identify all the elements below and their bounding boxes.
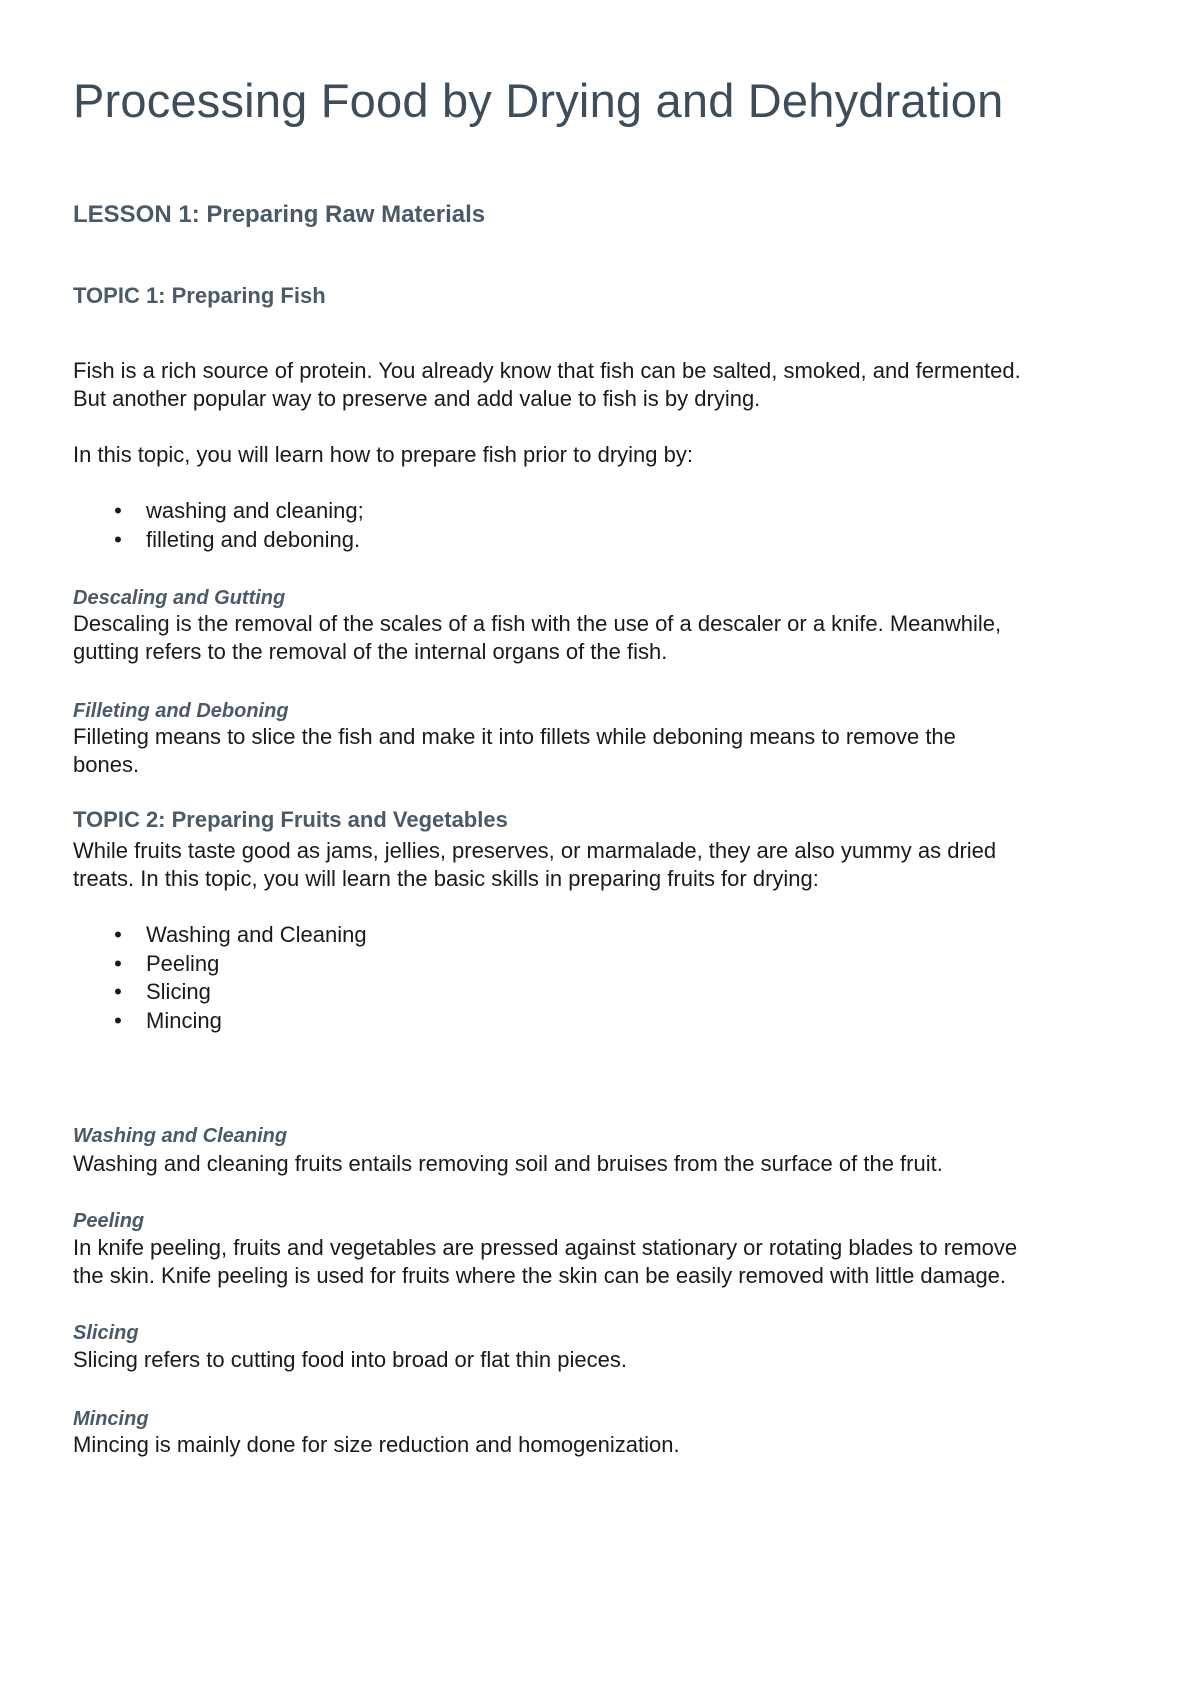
list-item-text: Washing and Cleaning <box>146 922 367 947</box>
topic-1-bullet-list <box>73 497 1073 554</box>
topic-2-bullet-list <box>73 921 1073 1035</box>
section-filleting-line-2: bones. <box>73 752 140 777</box>
section-peeling-line-1: In knife peeling, fruits and vegetables are pressed against stationary or rotating blades to remove <box>73 1235 1018 1260</box>
topic-2-title: TOPIC 2: Preparing Fruits and Vegetables <box>73 807 508 832</box>
document-title: Processing Food by Drying and Dehydration <box>73 74 1004 127</box>
section-heading-peeling: Peeling <box>73 1210 145 1232</box>
list-item <box>73 921 1073 950</box>
list-item-text: filleting and deboning. <box>146 526 361 552</box>
topic-2-intro-line-2: treats. In this topic, you will learn the basic skills in preparing fruits for drying: <box>73 866 819 891</box>
list-item-text: Peeling <box>146 950 220 976</box>
section-filleting-line-1: Filleting means to slice the fish and make it into fillets while deboning means to remove the <box>73 724 956 749</box>
section-heading-slicing: Slicing <box>73 1322 139 1344</box>
bullet-icon: • <box>114 950 122 976</box>
section-washing-line-1: Washing and cleaning fruits entails removing soil and bruises from the surface of the fruit. <box>73 1151 943 1176</box>
list-item-text: Mincing <box>146 1007 222 1033</box>
section-heading-descaling: Descaling and Gutting <box>73 587 286 609</box>
bullet-icon: • <box>114 979 122 1004</box>
section-descaling-line-2: gutting refers to the removal of the internal organs of the fish. <box>73 639 668 664</box>
list-item <box>73 978 1073 1007</box>
list-item <box>73 497 1073 526</box>
list-item-text: Slicing <box>146 979 211 1004</box>
bullet-icon: • <box>114 1007 122 1033</box>
list-item <box>73 526 1073 555</box>
topic-1-title: TOPIC 1: Preparing Fish <box>73 283 326 308</box>
list-item-text: washing and cleaning; <box>146 498 364 523</box>
topic-2-intro-line-1: While fruits taste good as jams, jellies, preserves, or marmalade, they are also yummy as dried <box>73 838 997 863</box>
section-heading-washing: Washing and Cleaning <box>73 1125 288 1147</box>
section-descaling-line-1: Descaling is the removal of the scales of a fish with the use of a descaler or a knife. Meanwhile, <box>73 611 1002 636</box>
list-item <box>73 950 1073 979</box>
topic-1-intro-line-2: But another popular way to preserve and add value to fish is by drying. <box>73 386 761 411</box>
section-heading-mincing: Mincing <box>73 1408 149 1430</box>
topic-1-intro-line-1: Fish is a rich source of protein. You already know that fish can be salted, smoked, and fermented. <box>73 358 1021 383</box>
bullet-icon: • <box>114 526 122 552</box>
section-heading-filleting: Filleting and Deboning <box>73 700 289 722</box>
document-page <box>73 70 1143 1457</box>
section-slicing-line-1: Slicing refers to cutting food into broad or flat thin pieces. <box>73 1347 627 1372</box>
bullet-icon: • <box>114 922 122 947</box>
list-item <box>73 1007 1073 1036</box>
lesson-title: LESSON 1: Preparing Raw Materials <box>73 201 486 228</box>
section-peeling-line-2: the skin. Knife peeling is used for fruits where the skin can be easily removed with little damage. <box>73 1263 1007 1288</box>
section-mincing-line-1: Mincing is mainly done for size reduction and homogenization. <box>73 1432 680 1457</box>
bullet-icon: • <box>114 498 122 523</box>
topic-1-lead-in: In this topic, you will learn how to prepare fish prior to drying by: <box>73 442 693 467</box>
